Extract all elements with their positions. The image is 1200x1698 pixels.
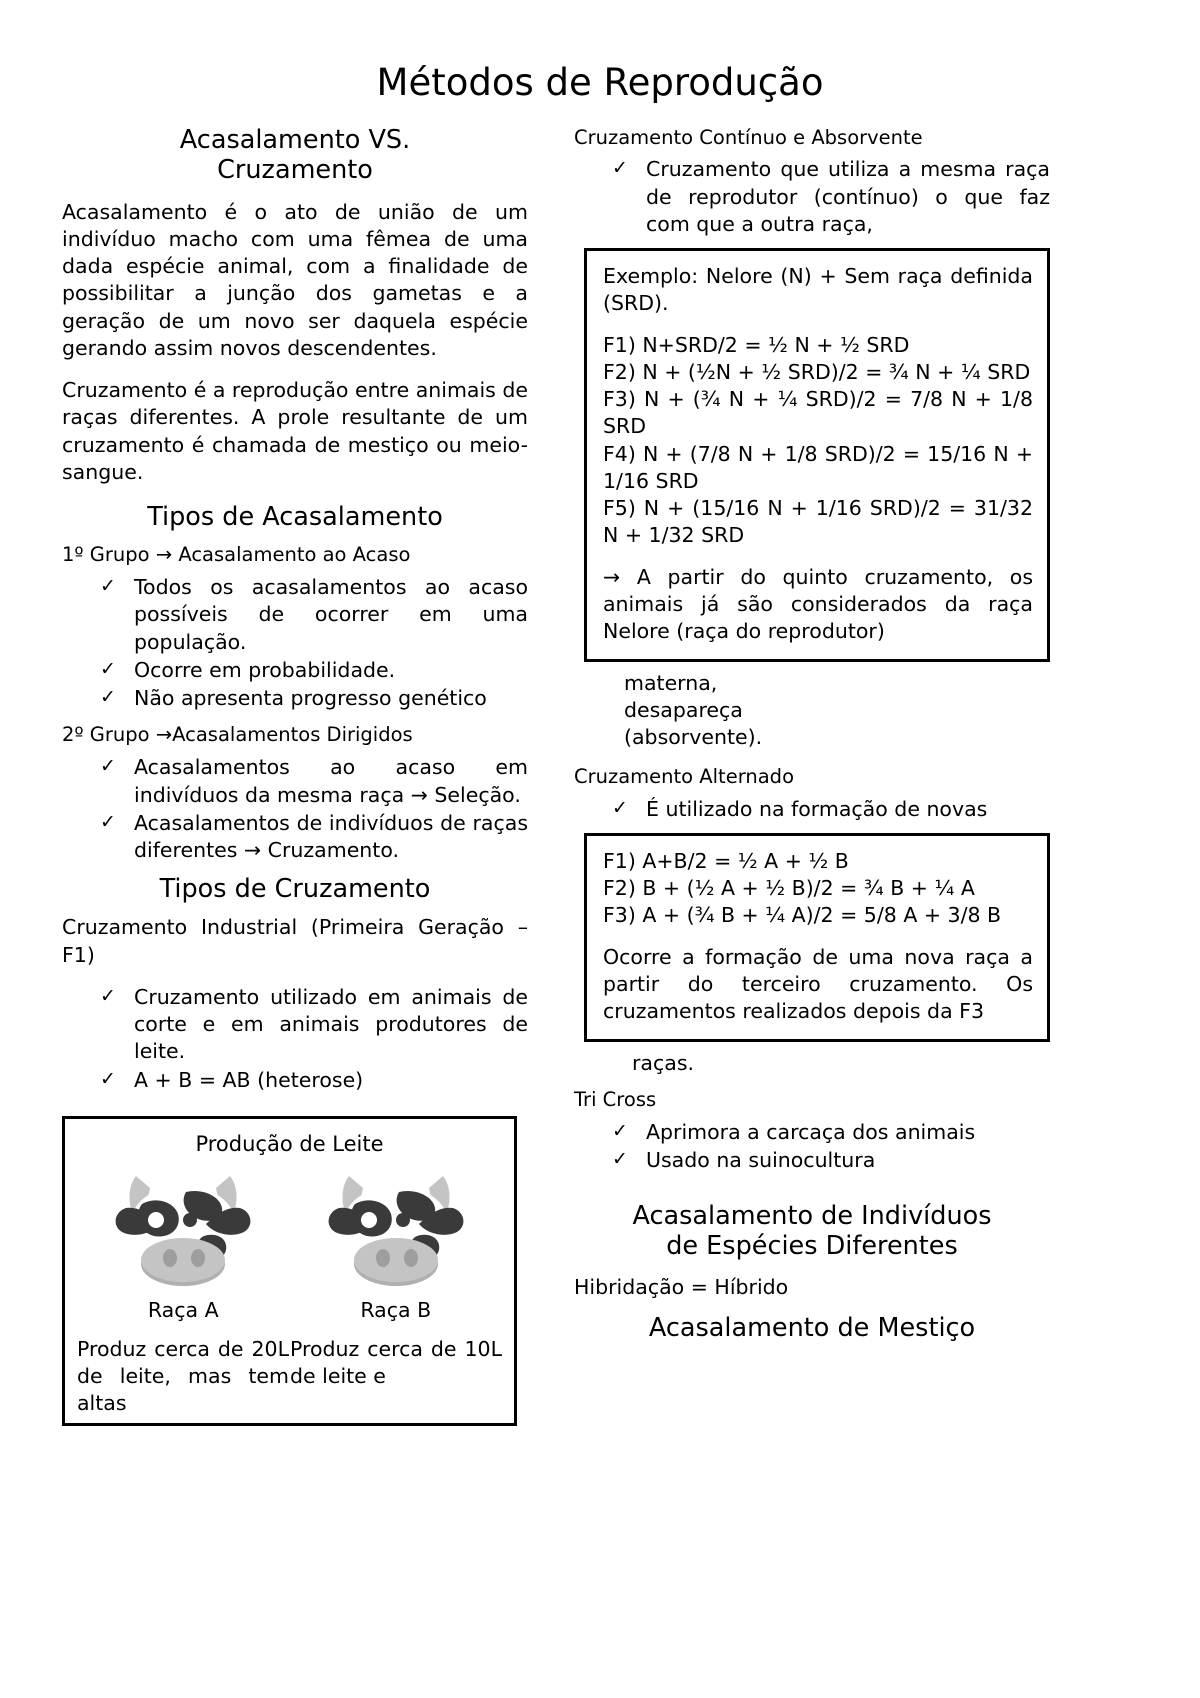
list-item-label: Acasalamentos de indivíduos de raças diferentes → Cruzamento. (134, 810, 528, 863)
section-heading-tipos-de-cruzamento: Tipos de Cruzamento (159, 874, 431, 905)
nelore-f5: F5) N + (15/16 N + 1/16 SRD)/2 = 31/32 N + 1/32 SRD (603, 495, 1033, 547)
list-item-label: Ocorre em probabilidade. (134, 657, 396, 682)
subheading-cruzamento-industrial: Cruzamento Industrial (Primeira Geração – F1) (62, 915, 528, 967)
heading-line-1: Acasalamento de Indivíduos (632, 1200, 992, 1231)
subheading-cruzamento-alternado: Cruzamento Alternado (574, 764, 794, 788)
cow-description-b: Produz cerca de 10L de leite e (290, 1337, 502, 1389)
word-materna: materna, (624, 670, 718, 695)
alternado-f2: F2) B + (½ A + ½ B)/2 = ¾ B + ¼ A (603, 875, 975, 900)
word-absorvente: (absorvente). (624, 725, 763, 750)
nelore-f1: F1) N+SRD/2 = ½ N + ½ SRD (603, 333, 910, 358)
list-item-label: Acasalamentos ao acaso em indivíduos da mesma raça → Seleção. (134, 755, 528, 807)
check-icon: ✓ (100, 810, 116, 833)
check-icon: ✓ (100, 1067, 116, 1090)
milk-production-box (62, 1116, 517, 1426)
list-item-label: Cruzamento que utiliza a mesma raça de reprodutor (contínuo) o que faz com que a outra raça, (646, 157, 1050, 236)
cow-head-icon (108, 1164, 258, 1292)
heading-line-2: de Espécies Diferentes (666, 1231, 958, 1262)
list-cruzamento-continuo (574, 156, 1050, 238)
cow-label-a: Raça A (147, 1298, 219, 1323)
check-icon: ✓ (612, 157, 628, 180)
nelore-example-intro: Exemplo: Nelore (N) + Sem raça definida (SRD). (603, 264, 1033, 316)
cow-cell-b (301, 1164, 491, 1322)
list-item-label: É utilizado na formação de novas (646, 796, 988, 821)
list-item (612, 796, 1050, 823)
list-item-label: Usado na suinocultura (646, 1148, 876, 1173)
nelore-f3: F3) N + (¾ N + ¼ SRD)/2 = 7/8 N + 1/8 SRD (603, 387, 1033, 439)
check-icon: ✓ (100, 575, 116, 598)
list-grupo-1 (62, 574, 528, 712)
list-item-label: Não apresenta progresso genético (134, 686, 487, 711)
list-item (612, 1119, 1050, 1146)
list-item (612, 1147, 1050, 1174)
section-heading-tipos-de-acasalamento: Tipos de Acasalamento (147, 502, 443, 533)
check-icon: ✓ (612, 796, 628, 819)
check-icon: ✓ (612, 1148, 628, 1171)
subheading-cruzamento-continuo: Cruzamento Contínuo e Absorvente (574, 125, 923, 149)
nelore-note: → A partir do quinto cruzamento, os animais já são considerados da raça Nelore (raça do reprodutor) (603, 564, 1033, 643)
list-item-label: Cruzamento utilizado em animais de corte e em animais produtores de leite. (134, 984, 528, 1064)
continuo-continuation-text (574, 670, 1050, 752)
list-item (100, 1067, 528, 1094)
list-item-label: Aprimora a carcaça dos animais (646, 1120, 976, 1145)
check-icon: ✓ (100, 686, 116, 709)
cow-head-icon (321, 1164, 471, 1292)
subheading-tri-cross: Tri Cross (574, 1088, 657, 1112)
list-item (100, 574, 528, 656)
list-cruzamento-alternado (574, 796, 1050, 823)
cow-description-a: Produz cerca de 20L de leite, mas tem altas (77, 1337, 289, 1416)
page-title: Métodos de Reprodução (376, 61, 824, 104)
cow-descriptions-row (77, 1336, 502, 1417)
nelore-f4: F4) N + (7/8 N + 1/8 SRD)/2 = 15/16 N + 1/16 SRD (603, 441, 1033, 493)
check-icon: ✓ (100, 657, 116, 680)
list-item (100, 810, 528, 865)
check-icon: ✓ (100, 984, 116, 1007)
subheading-grupo-2: 2º Grupo →Acasalamentos Dirigidos (62, 723, 413, 747)
alternado-note: Ocorre a formação de uma nova raça a partir do terceiro cruzamento. Os cruzamentos realizados depois da F3 (603, 944, 1033, 1023)
section-heading-especies-diferentes (574, 1201, 1050, 1262)
list-grupo-2 (62, 754, 528, 864)
cow-illustrations-row (77, 1164, 502, 1322)
list-cruzamento-industrial (62, 984, 528, 1094)
heading-line-1: Acasalamento VS. (179, 124, 411, 155)
list-item (100, 754, 528, 809)
section-heading-acasalamento-de-mestico: Acasalamento de Mestiço (648, 1313, 976, 1344)
alternado-f1: F1) A+B/2 = ½ A + ½ B (603, 848, 849, 873)
list-item-label: Todos os acasalamentos ao acaso possíveis de ocorrer em uma população. (134, 575, 528, 654)
cow-label-b: Raça B (360, 1298, 432, 1323)
subheading-grupo-1: 1º Grupo → Acasalamento ao Acaso (62, 543, 411, 567)
paragraph-acasalamento-definition: Acasalamento é o ato de união de um indivíduo macho com uma fêmea de uma dada espécie animal, com a finalidade de possibilitar a junção dos gametas e a geração de um novo ser daquela espécie gerando assim novos descendentes. (62, 199, 528, 360)
text-hibridacao: Hibridação = Híbrido (574, 1274, 789, 1299)
two-column-body (0, 125, 1200, 1427)
list-tri-cross (574, 1119, 1050, 1175)
nelore-f2: F2) N + (½N + ½ SRD)/2 = ¾ N + ¼ SRD (603, 360, 1031, 385)
word-desapareca: desapareça (624, 698, 743, 723)
list-item (100, 657, 528, 684)
alternado-f3: F3) A + (¾ B + ¼ A)/2 = 5/8 A + 3/8 B (603, 902, 1002, 927)
left-column (62, 125, 528, 1427)
list-item-label: A + B = AB (heterose) (134, 1067, 364, 1092)
cow-cell-a (88, 1164, 278, 1322)
paragraph-cruzamento-definition: Cruzamento é a reprodução entre animais de raças diferentes. A prole resultante de um cruzamento é chamada de mestiço ou meio-sangue. (62, 378, 529, 484)
list-item (100, 984, 528, 1066)
milk-box-title: Produção de Leite (195, 1131, 384, 1156)
check-icon: ✓ (612, 1120, 628, 1143)
nelore-example-box (584, 248, 1050, 662)
check-icon: ✓ (100, 755, 116, 778)
right-column (574, 125, 1050, 1358)
alternado-continuation-text: raças. (632, 1051, 695, 1076)
list-item (612, 156, 1050, 238)
list-item (100, 685, 528, 712)
section-heading-acasalamento-vs-cruzamento (62, 125, 528, 185)
alternado-example-box (584, 833, 1050, 1042)
heading-line-2: Cruzamento (217, 154, 373, 185)
